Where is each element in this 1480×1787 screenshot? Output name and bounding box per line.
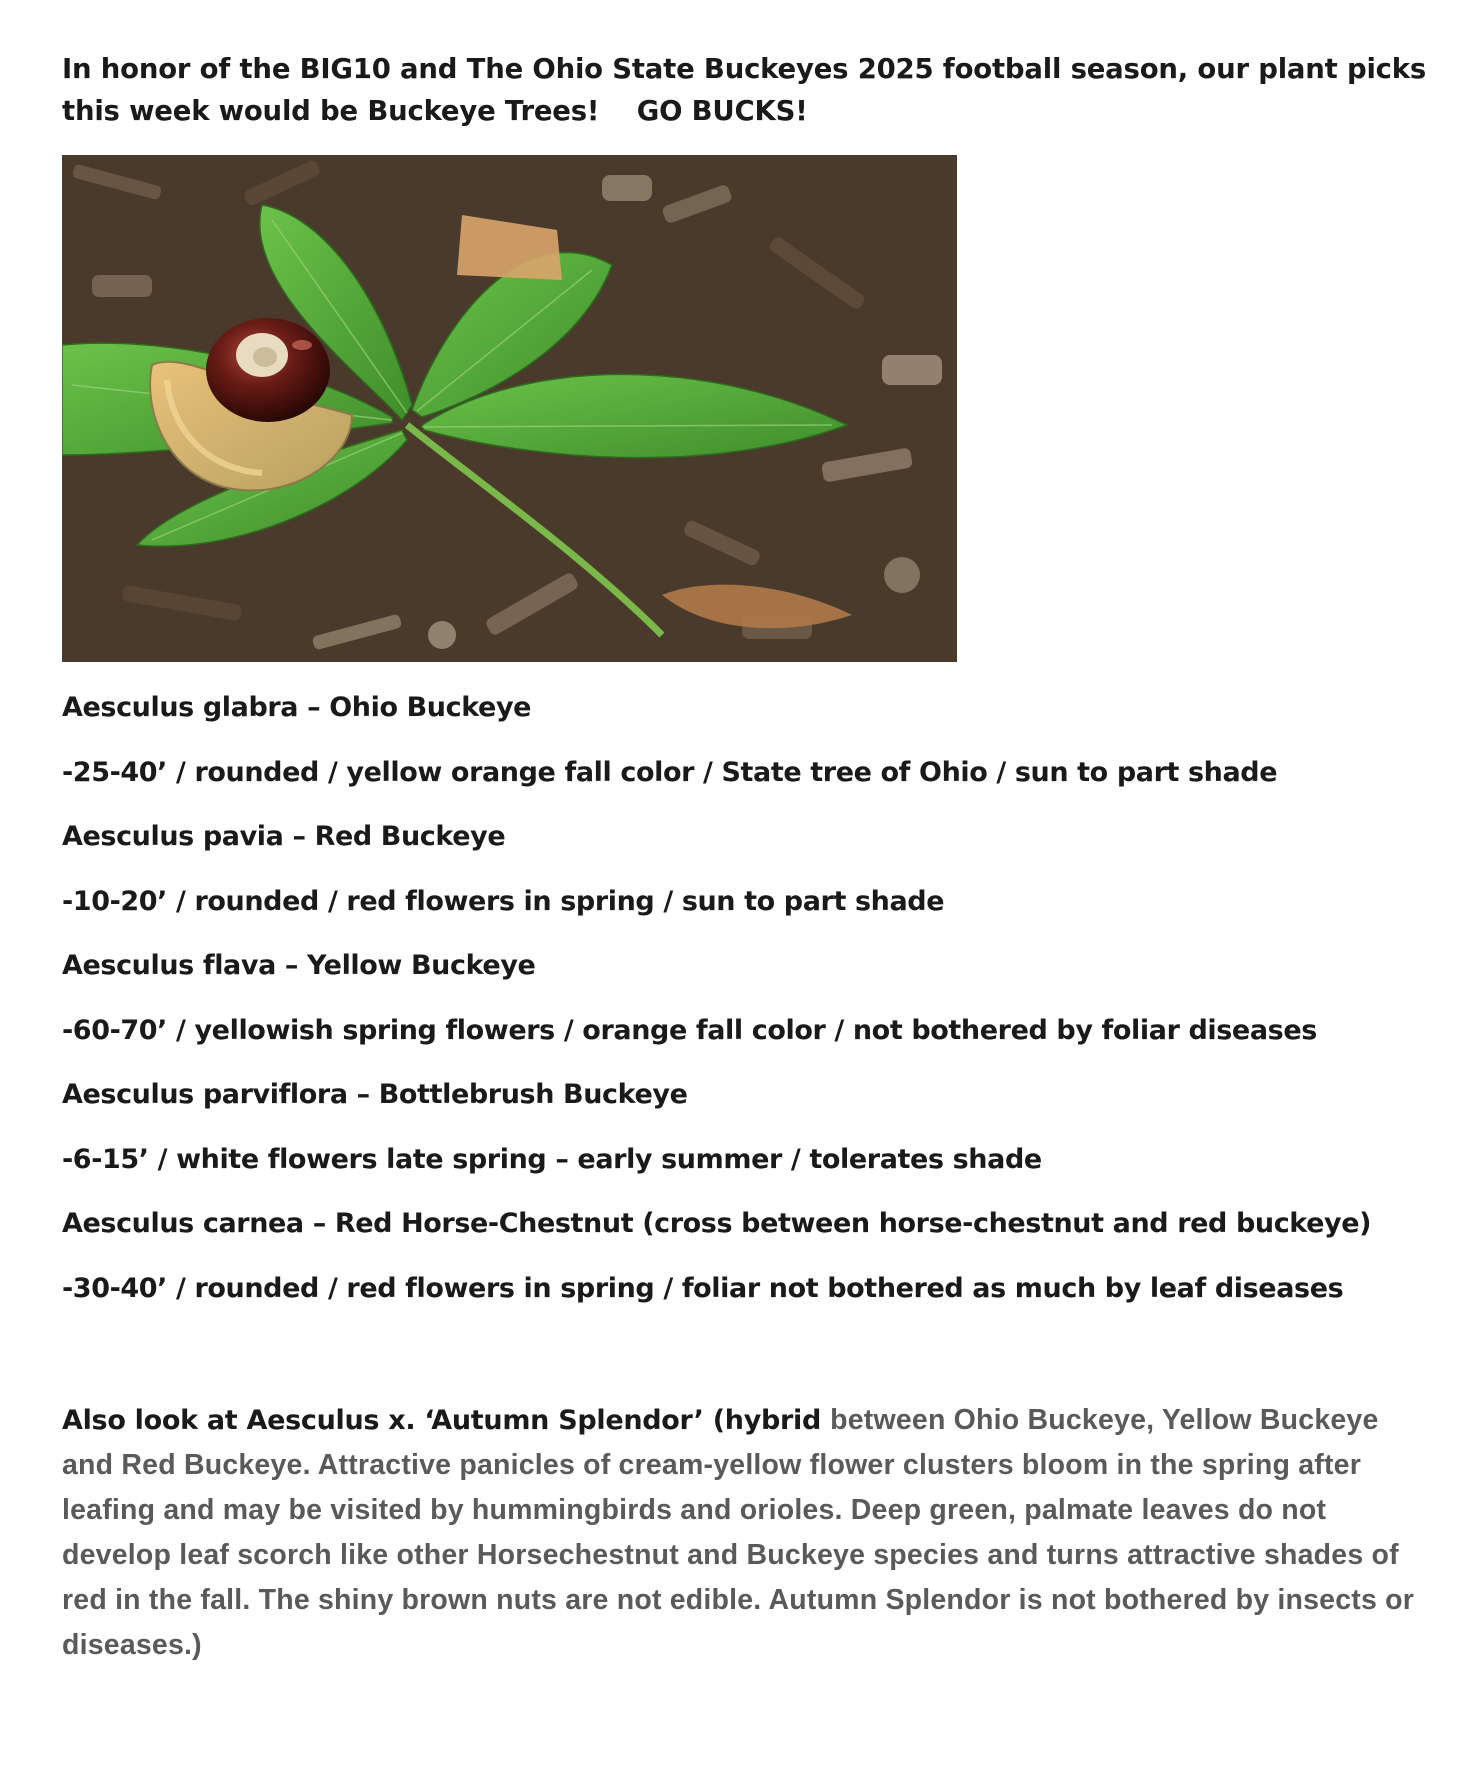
- buckeye-photo: [62, 155, 957, 662]
- species-name: Aesculus parviflora – Bottlebrush Buckeye: [62, 1079, 688, 1110]
- species-details: -10-20’ / rounded / red flowers in spring / sun to part shade: [62, 885, 945, 917]
- species-name: Aesculus glabra – Ohio Buckeye: [62, 692, 532, 723]
- species-name: Aesculus flava – Yellow Buckeye: [62, 950, 536, 981]
- species-details: -6-15’ / white flowers late spring – early summer / tolerates shade: [62, 1143, 1042, 1175]
- species-name: Aesculus pavia – Red Buckeye: [62, 821, 506, 852]
- species-name: Aesculus carnea – Red Horse-Chestnut (cross between horse-chestnut and red buckeye): [62, 1208, 1372, 1239]
- autumn-splendor-paragraph: [62, 1398, 1432, 1668]
- species-details: -60-70’ / yellowish spring flowers / orange fall color / not bothered by foliar diseases: [62, 1014, 1317, 1046]
- species-details: -25-40’ / rounded / yellow orange fall color / State tree of Ohio / sun to part shade: [62, 756, 1278, 788]
- intro-heading: In honor of the BIG10 and The Ohio State Buckeyes 2025 football season, our plant picks this week would be Buckeye Trees! GO BUCKS!: [62, 53, 1436, 127]
- autumn-splendor-description: between Ohio Buckeye, Yellow Buckeye and Red Buckeye. Attractive panicles of cream-yellow flower clusters bloom in the spring after leafing and may be visited by hummingbirds and orioles. Deep green, palmate leaves do not develop leaf scorch like other Horsechestnut and Buckeye species and turns attractive shades of red in the fall. The shiny brown nuts are not edible. Autumn Splendor is not bothered by insects or diseases.): [62, 1404, 1415, 1661]
- species-list: [62, 688, 1452, 1333]
- species-details: -30-40’ / rounded / red flowers in spring / foliar not bothered as much by leaf diseases: [62, 1272, 1344, 1304]
- autumn-splendor-lead: Also look at Aesculus x. ‘Autumn Splendor’ (hybrid: [62, 1405, 831, 1436]
